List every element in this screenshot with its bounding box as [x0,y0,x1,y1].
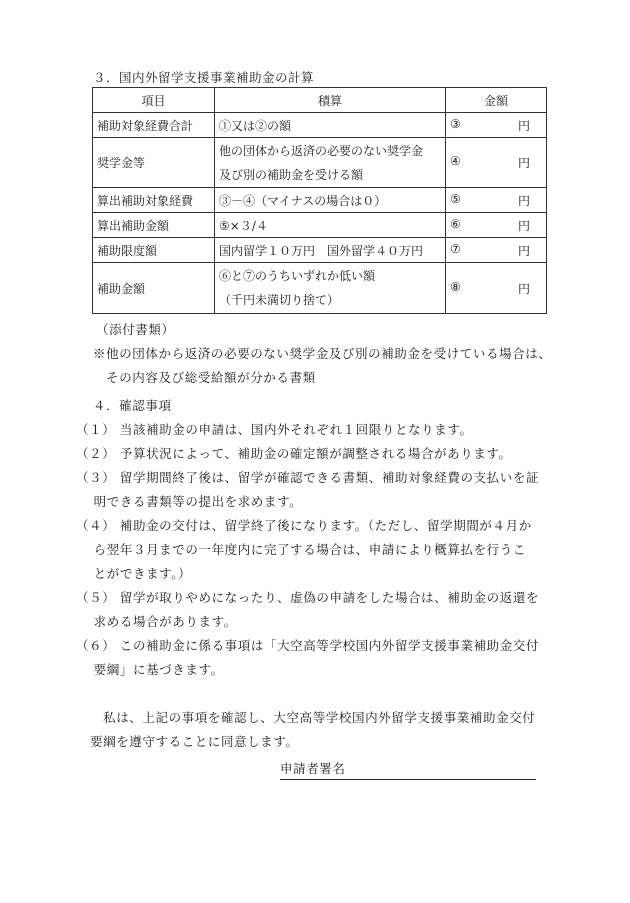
row-item: 補助限度額 [93,238,215,263]
row-amount [446,263,547,314]
row-amount [446,113,547,138]
row-item: 補助金額 [93,263,215,314]
row-item: 補助対象経費合計 [93,113,215,138]
header-calc: 積算 [215,88,446,113]
amount-unit: 円 [517,156,530,170]
confirm-item-3: （３） 留学期間終了後は、留学が確認できる書類、補助対象経費の支払いを証 [76,470,540,485]
calc-line: ⑤×３/４ [219,218,268,233]
table-row [93,188,547,213]
amount-number: ⑧ [450,279,461,294]
calculation-table [92,87,547,314]
table-row [93,113,547,138]
confirm-item-3-cont: 明できる書類等の提出を求めます。 [76,494,303,509]
confirm-item-2: （２） 予算状況によって、補助金の確定額が調整される場合があります。 [76,446,512,461]
amount-unit: 円 [517,118,530,133]
table-row [93,138,547,188]
row-calc [215,188,446,213]
attachments-line: ※他の団体から返済の必要のない奨学金及び別の補助金を受けている場合は、 [93,346,552,361]
amount-unit: 円 [517,281,530,296]
section3-title: ３．国内外留学支援事業補助金の計算 [93,70,315,85]
amount-unit: 円 [517,243,530,258]
calc-line: 及び別の補助金を受ける額 [219,167,364,182]
row-item: 算出補助対象経費 [93,188,215,213]
attachments-line: その内容及び総受給額が分かる書類 [93,370,316,385]
row-calc [215,213,446,238]
confirm-item-5: （５） 留学が取りやめになったり、虚偽の申請をした場合は、補助金の返還を [76,590,540,605]
amount-unit: 円 [517,193,530,208]
calc-line: （千円未満切り捨て） [219,293,340,307]
row-amount [446,238,547,263]
table-header-row [93,88,547,113]
confirm-item-4-cont: とができます。） [76,566,192,581]
confirm-item-6: （６） この補助金に係る事項は「大空高等学校国内外留学支援事業補助金交付 [76,638,540,653]
amount-number: ⑥ [450,216,461,231]
table-row [93,263,547,314]
row-amount [446,138,547,188]
amount-number: ⑤ [450,191,461,206]
section4-title [93,394,172,418]
row-calc [215,113,446,138]
confirm-item-6-cont: 要綱」に基づきます。 [76,662,224,677]
signature-label: 申請者署名 [280,761,346,776]
signature-field[interactable] [280,759,536,780]
confirm-item-4-cont: ら翌年３月までの一年度内に完了する場合は、申請により概算払を行うこ [76,542,526,557]
section4-items [76,418,539,682]
header-amount: 金額 [446,88,547,113]
confirm-item-5-cont: 求める場合があります。 [76,614,237,629]
consent-line: 私は、上記の事項を確認し、大空高等学校国内外留学支援事業補助金交付 [90,710,536,725]
row-item: 奨学金等 [93,138,215,188]
row-calc [215,238,446,263]
calc-line: ⑥と⑦のうちいずれか低い額 [219,269,376,283]
amount-number: ⑦ [450,241,461,256]
row-item: 算出補助金額 [93,213,215,238]
calc-line: ③－④（マイナスの場合は０） [219,193,387,208]
amount-number: ③ [450,116,461,131]
amount-number: ④ [450,154,461,168]
amount-unit: 円 [517,218,530,233]
section4-title-text: ４．確認事項 [93,398,172,413]
attachments-note [93,342,552,390]
row-amount [446,188,547,213]
consent-block [90,706,535,754]
row-calc [215,263,446,314]
table-row [93,213,547,238]
attachments-block [96,318,175,342]
row-amount [446,213,547,238]
confirm-item-4: （４） 補助金の交付は、留学終了後になります。（ただし、留学期間が４月か [76,518,532,533]
table-row [93,238,547,263]
attachments-label: （添付書類） [96,322,175,337]
row-calc [215,138,446,188]
calc-line: 他の団体から返済の必要のない奨学金 [219,143,424,158]
calc-line: 国内留学１０万円 国外留学４０万円 [219,243,424,258]
confirm-item-1: （１） 当該補助金の申請は、国内外それぞれ１回限りとなります。 [76,422,473,437]
header-item: 項目 [93,88,215,113]
consent-line: 要綱を遵守することに同意します。 [90,734,299,749]
calc-line: ①又は②の額 [219,118,292,133]
